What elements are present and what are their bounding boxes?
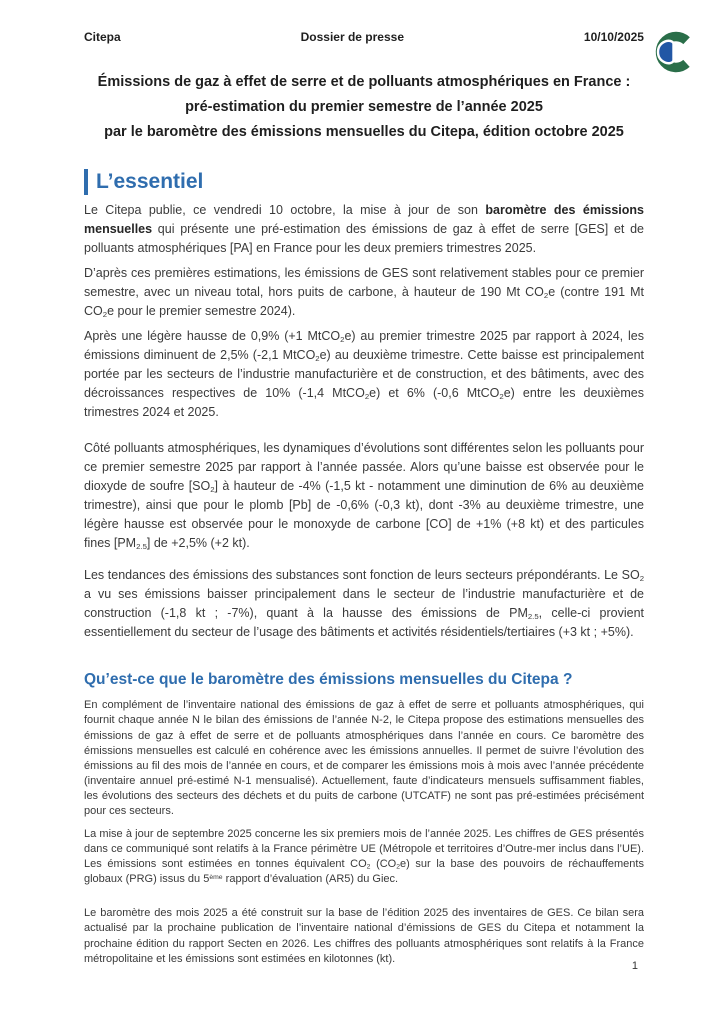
header-date: 10/10/2025 [583, 30, 644, 44]
logo-blue-mark [658, 41, 674, 63]
title-line-2: pré-estimation du premier semestre de l’année 2025 [185, 98, 543, 115]
paragraph-tendances: Les tendances des émissions des substances sont fonction de leurs secteurs prépondérants. Le $SO_2$ a vu ses émissions baisser principalement dans le secteur de l’industrie manufacturière et de construction (-1,8 kt ; -7%), quant à la hausse des émissions de $PM_{2.5}$, celle-ci provient essentiellement du secteur de l’usage des bâtiments et activités résidentiels/tertiaires (+3 kt ; +5%). [84, 568, 644, 640]
header-org: Citepa [84, 30, 121, 44]
paragraph-hausse-baisse: Après une légère hausse de 0,9% (+1 MtCO$_2$e) au premier trimestre 2025 par rapport à 2024, les émissions diminuent de 2,5% (-2,1 MtCO$_2$e) au deuxième trimestre. Cette baisse est principalement portée par les secteurs de l’industrie manufacturière et de construction, et des bâtiments, avec des décroissances respectives de 10% (-1,4 MtCO$_2$e) et 6% (-0,6 MtCO$_2$e) entre les deuxièmes trimestres 2024 et 2025. [84, 329, 645, 420]
paragraph-publication: Le Citepa publie, ce vendredi 10 octobre, la mise à jour de son baromètre des émissions mensuelles qui présente une pré-estimation des émissions de gaz à effet de serre [GES] et de polluants atmosphériques [PA] en France pour les deux premiers trimestres 2025. [84, 203, 645, 256]
page-number: 1 [631, 960, 638, 972]
paragraph-mise-a-jour: La mise à jour de septembre 2025 concerne les six premiers mois de l’année 2025. Les chiffres de GES présentés dans ce communiqué sont relatifs à la France périmètre UE (Métropole et territoires d’Outre-mer inclus dans l’UE). Les émissions sont estimées en tonnes équivalent $CO_2$ $(CO_2e)$ sur la base des pouvoirs de réchauffements globaux (PRG) issus du 5ème rapport d’évaluation (AR5) du Giec. [84, 827, 644, 886]
citepa-logo-icon [650, 26, 700, 78]
title-line-1: Émissions de gaz à effet de serre et de polluants atmosphériques en France : [97, 74, 631, 90]
title-line-3: par le baromètre des émissions mensuelles du Citepa, édition octobre 2025 [104, 123, 624, 140]
page-title [84, 70, 644, 145]
paragraph-polluants: Côté polluants atmosphériques, les dynamiques d’évolutions sont différentes selon les polluants pour ce premier semestre 2025 par rapport à l’année passée. Alors qu’une baisse est observée pour le dioxyde de soufre $[SO_2]$ à hauteur de -4% (-1,5 kt - notamment une diminution de 6% au deuxième trimestre), ainsi que pour le plomb [Pb] de -0,6% (-0,3 kt), dont -3% au deuxième trimestre, une légère hausse est observée pour le monoxyde de carbone [CO] de +1% (+8 kt) et des particules fines $[PM_{2.5}]$ de +2,5% (+2 kt). [84, 441, 644, 551]
header-doc-type: Dossier de presse [300, 30, 404, 44]
section-barometre-heading: Qu’est-ce que le baromètre des émissions mensuelles du Citepa ? [84, 671, 573, 689]
paragraph-construction-barometre: Le baromètre des mois 2025 a été construit sur la base de l’édition 2025 des inventaires de GES. Ce bilan sera actualisé par la prochaine publication de l’inventaire national d’émissions de GES du Citepa et notamment la prochaine édition du rapport Secten en 2026. Les chiffres des polluants atmosphériques sont relatifs à la France métropolitaine et les émissions sont estimées en kilotonnes (kt). [84, 907, 644, 965]
doc-header [84, 30, 644, 44]
section-essentiel [84, 169, 644, 642]
paragraph-complement-inventaire: En complément de l’inventaire national des émissions de gaz à effet de serre et polluants atmosphériques, qui fournit chaque année N le bilan des émissions de l’année N-2, le Citepa propose des estimations mensuelles des émissions de gaz à effet de serre et de polluants atmosphériques dans l’année en cours. Ce baromètre des émissions mensuelles est calculé en cohérence avec les émissions annuelles. Il permet de suivre l’évolution des émissions au fil des mois de l’année en cours, et de comparer les émissions mois à mois avec l’année précédente (inventaire annuel pré-estimé N-1 mensualisé). Actuellement, faute d’indicateurs mensuels suffisamment fiables, les évolutions des secteurs des déchets et du puits de carbone (UTCATF) ne sont pas pré-estimées précisément pour ces secteurs. [84, 699, 644, 818]
section-barometre [84, 670, 644, 967]
paragraph-ges-stables: D’après ces premières estimations, les émissions de GES sont relativement stables pour ce premier semestre, avec un niveau total, hors puits de carbone, à hauteur de 190 Mt $CO_2e$ (contre 191 Mt $CO_2e$ pour le premier semestre 2024). [84, 266, 644, 319]
section-essentiel-heading: L’essentiel [84, 169, 644, 195]
